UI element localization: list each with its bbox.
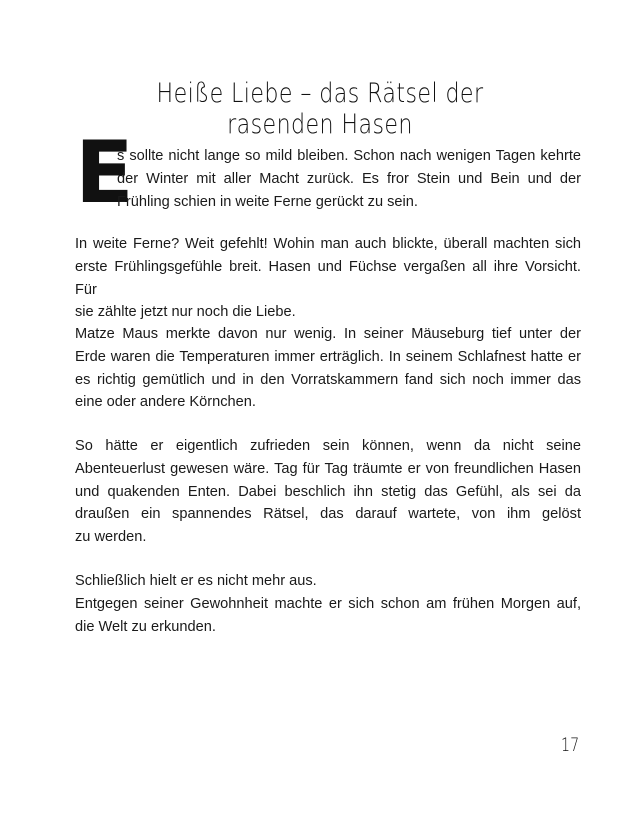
text-line: eine oder andere Körnchen.: [75, 394, 256, 411]
text-line: Entgegen seiner Gewohnheit machte er sich schon am frühen Morgen auf,: [75, 596, 581, 612]
paragraph-4: [75, 435, 581, 549]
text-line: sie zählte jetzt nur noch die Liebe.: [75, 304, 296, 321]
text-line: es richtig gemütlich und in den Vorratskammern fand sich noch immer das: [75, 371, 581, 388]
text-line: und quakenden Enten. Dabei beschlich ihn stetig das Gefühl, als sei da: [75, 483, 581, 500]
drop-cap: E: [75, 123, 134, 223]
text-line: Frühling schien in weite Ferne gerückt zu sein.: [117, 193, 418, 210]
page-number: 17: [561, 734, 580, 756]
paragraph-2: [75, 233, 581, 324]
text-line: der Winter mit aller Macht zurück. Es fror Stein und Bein und der: [117, 170, 581, 187]
text-line: So hätte er eigentlich zufrieden sein können, wenn da nicht seine: [75, 438, 581, 454]
text-line: In weite Ferne? Weit gefehlt! Wohin man auch blickte, überall machten sich: [75, 236, 581, 252]
text-line: Erde waren die Temperaturen immer erträglich. In seinem Schlafnest hatte er: [75, 348, 581, 365]
paragraph-6: [75, 593, 581, 639]
text-line: zu werden.: [75, 529, 147, 546]
paragraph-5: [75, 570, 581, 593]
chapter-title: Heiße Liebe – das Rätsel der rasenden Hasen: [156, 78, 484, 140]
text-line: Matze Maus merkte davon nur wenig. In seiner Mäuseburg tief unter der: [75, 326, 581, 342]
text-line: Abenteuerlust gewesen wäre. Tag für Tag träumte er von freundlichen Hasen: [75, 460, 581, 477]
paragraph-1: [75, 145, 581, 213]
text-line: erste Frühlingsgefühle breit. Hasen und Füchse vergaßen all ihre Vorsicht. Für: [75, 258, 581, 298]
text-line: s sollte nicht lange so mild bleiben. Schon nach wenigen Tagen kehrte: [117, 148, 581, 164]
text-line: die Welt zu erkunden.: [75, 618, 216, 635]
text-line: draußen ein spannendes Rätsel, das darauf wartete, von ihm gelöst: [75, 506, 581, 523]
paragraph-3: [75, 323, 581, 414]
text-line: Schließlich hielt er es nicht mehr aus.: [75, 573, 317, 589]
